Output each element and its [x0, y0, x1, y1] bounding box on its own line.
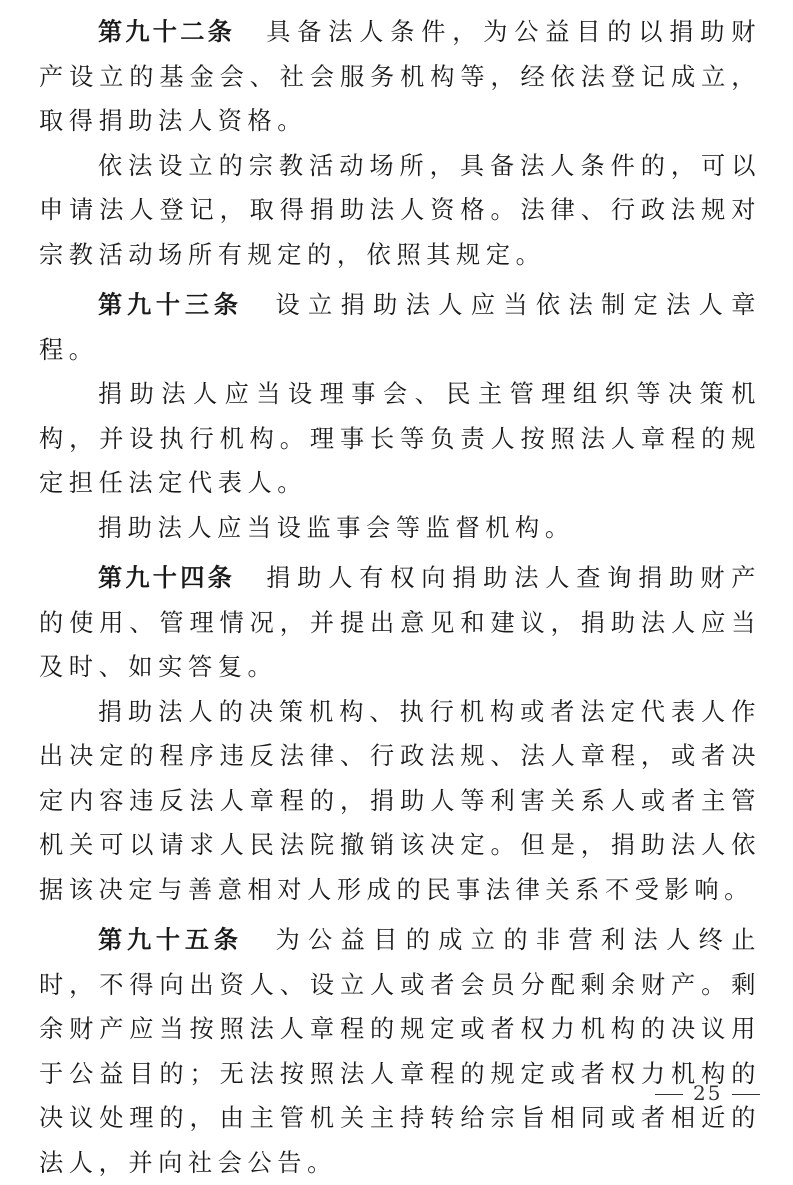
paragraph-text: 为公益目的成立的非营利法人终止时，不得向出资人、设立人或者会员分配剩余财产。剩余财产应当按照法人章程的规定或者权力机构的决议用于公益目的；无法按照法人章程的规定或者权力机构的决议处理的，由主管机关主持转给宗旨相同或者相近的法人，并向社会公告。 [39, 926, 761, 1177]
dash-right [732, 1094, 760, 1095]
page-number [645, 1081, 770, 1105]
article-95-paragraph-1 [39, 918, 761, 1185]
article-93-paragraph-1 [39, 283, 761, 372]
paragraph-text: 具备法人条件，为公益目的以捐助财产设立的基金会、社会服务机构等，经依法登记成立，取得捐助法人资格。 [39, 18, 761, 135]
article-93-paragraph-3: 捐助法人应当设监事会等监督机构。 [98, 513, 575, 542]
article-94-paragraph-2: 捐助法人的决策机构、执行机构或者法定代表人作出决定的程序违反法律、行政法规、法人章程，或者决定内容违反法人章程的，捐助人等利害关系人或者主管机关可以请求人民法院撤销该决定。但是，捐助法人依据该决定与善意相对人形成的民事法律关系不受影响。 [39, 697, 761, 904]
article-93-paragraph-2: 捐助法人应当设理事会、民主管理组织等决策机构，并设执行机构。理事长等负责人按照法人章程的规定担任法定代表人。 [39, 380, 761, 497]
article-number: 第九十四条 [98, 564, 235, 592]
paragraph-text: 设立捐助法人应当依法制定法人章程。 [39, 291, 761, 364]
article-92-paragraph-2: 依法设立的宗教活动场所，具备法人条件的，可以申请法人登记，取得捐助法人资格。法律、行政法规对宗教活动场所有规定的，依照其规定。 [39, 151, 761, 269]
article-94-paragraph-1 [39, 556, 761, 690]
article-number: 第九十二条 [98, 18, 235, 46]
article-92-paragraph-1 [39, 10, 761, 144]
dash-left [655, 1094, 683, 1095]
page-number-value: 25 [693, 1081, 723, 1105]
article-number: 第九十五条 [98, 926, 243, 954]
document-page [39, 10, 761, 1185]
paragraph-text: 捐助人有权向捐助法人查询捐助财产的使用、管理情况，并提出意见和建议，捐助法人应当及时、如实答复。 [39, 564, 761, 681]
article-number: 第九十三条 [98, 291, 243, 319]
